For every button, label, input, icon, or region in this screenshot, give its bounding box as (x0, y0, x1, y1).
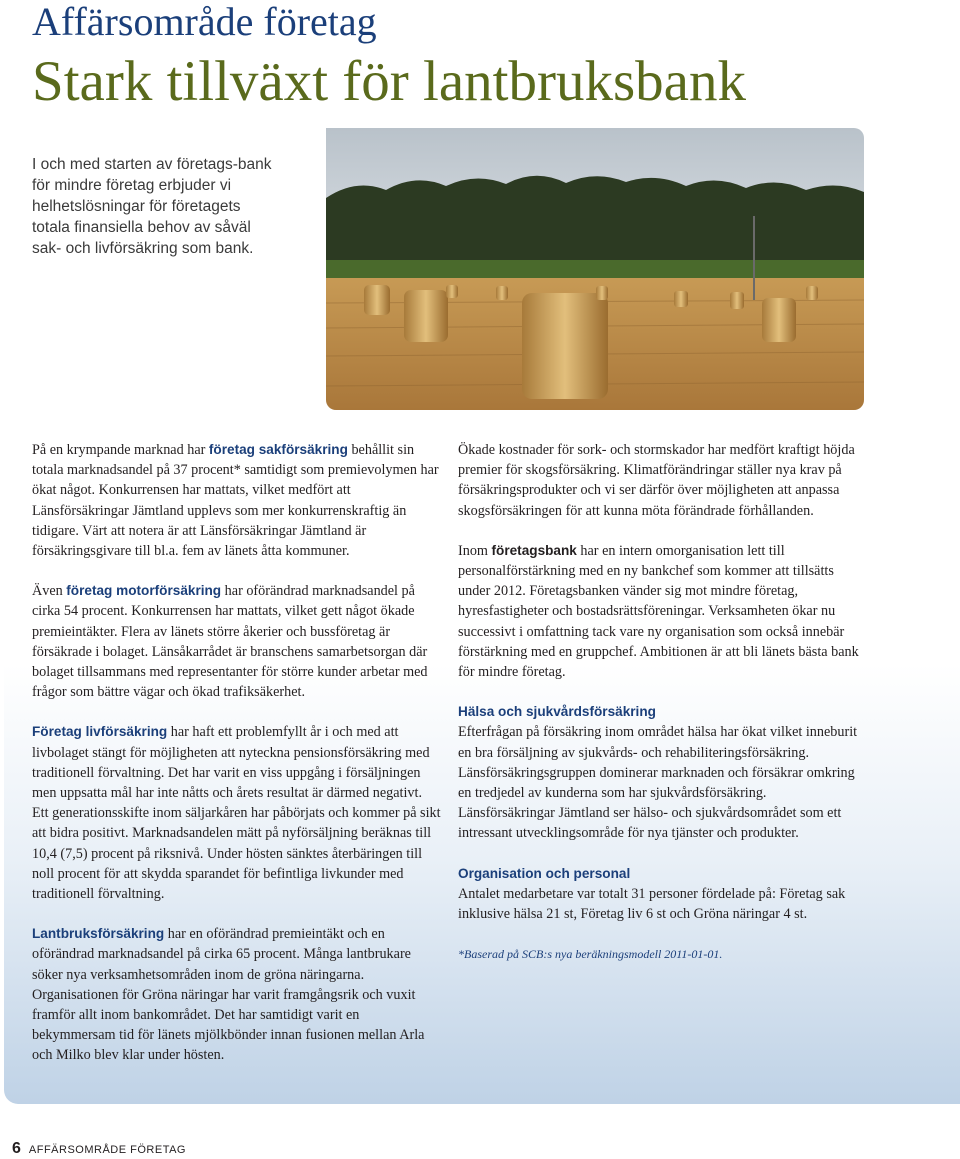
keyword: företag sakförsäkring (208, 442, 348, 457)
keyword: företag motorförsäkring (66, 583, 222, 599)
left-column (32, 440, 442, 1086)
page-footer (12, 1140, 186, 1158)
right-column (458, 440, 860, 964)
paragraph-foretagsbank: Inom företagsbank har en intern omorganisation lett till personalförstärkning med en ny bankchef som kommer att tillsätts under 2012. Företagsbanken vänder sig mot mindre företag, hyresfastigheter och bostadsrättsföreningar. Verksamheten ökar nu successivt i omfattning tack vare ny organisation som också innebär förstärkning med en gruppchef. Ambitionen är att bli länets bästa bank för mindre företag. (458, 542, 859, 681)
section-halsa-sjukvard: Hälsa och sjukvårdsförsäkring Efterfrågan på försäkring inom området hälsa har ökat vilket inneburit en bra försäljning av sjukvårds- och rehabiliteringsförsäkring. Länsförsäkringsgruppen dominerar marknaden och försäkrar omkring en tredjedel av kunderna som har sjukvårdsförsäkring. Länsförsäkringar Jämtland ser hälso- och sjukvårdsområdet som ett intressant utvecklingsområde för nya tjänster och produkter. (458, 702, 860, 843)
footer-label: AFFÄRSOMRÅDE FÖRETAG (28, 1144, 186, 1156)
paragraph-lantbruksforsakring: Lantbruksförsäkring har en oförändrad premieintäkt och en oförändrad marknadsandel på cirka 65 procent. Många lantbrukare söker nya verksamhetsområden inom de gröna näringarna. Organisationen för Gröna näringar har varit framgångsrik och vuxit framför allt inom bankområdet. Det har samtidigt varit en bekymmersam tid för länets mjölkbönder innan fusionen mellan Arla och Milko blev klar under hösten. (32, 926, 425, 1064)
subheading: Hälsa och sjukvårdsförsäkring (458, 704, 656, 720)
subheading: Organisation och personal (458, 865, 631, 881)
section-title: Affärsområde företag (32, 0, 377, 44)
keyword: företagsbank (491, 542, 577, 558)
paragraph-skogsforsakring: Ökade kostnader för sork- och stormskador har medfört kraftigt höjda premier för skogsförsäkring. Klimatförändringar ställer nya krav på försäkringsprodukter och vi ser därför över möjligheten att anpassa skogsförsäkringen för att kunna möta förändrade förhållanden. (458, 442, 855, 519)
keyword: Lantbruksförsäkring (32, 926, 165, 942)
intro-text: I och med starten av företags-bank för mindre företag erbjuder vi helhetslösningar för företagets totala finansiella behov av såväl sak- och livförsäkring som bank. (32, 156, 272, 257)
keyword: Företag livförsäkring (32, 724, 168, 740)
section-organisation-personal: Organisation och personal Antalet medarbetare var totalt 31 personer fördelade på: Företag sak inklusive hälsa 21 st, Företag liv 6 st och Gröna näringar 4 st. (458, 864, 860, 925)
paragraph-foretag-sakforsakring: På en krympande marknad har företag sakförsäkring behållit sin totala marknadsandel på 37 procent* samtidigt som premievolymen har ökat något. Konkurrensen har mattats, vilket medfört att Länsförsäkringar Jämtland upplevs som mer konkurrenskraftig än tidigare. Värt att notera är att Länsförsäkringar Jämtland är försäkringsgivare till bl.a. fem av länets åtta kommuner. (32, 442, 439, 560)
footnote: *Baserad på SCB:s nya beräkningsmodell 2011-01-01. (458, 947, 723, 962)
page-number: 6 (12, 1140, 21, 1157)
paragraph-foretag-livforsakring: Företag livförsäkring har haft ett problemfyllt år i och med att livbolaget stängt för möjligheten att nyteckna pensionsförsäkring med traditionell förvaltning. Det har varit en viss uppgång i försäljningen men uppsatta mål har inte nåtts och årets resultat är därmed negativt. Ett generationsskifte inom säljarkåren har påbörjats och kommer på sikt att bidra positivt. Marknadsandelen mätt på nyförsäljning beräknas till 10,4 (7,5) procent på riksnivå. Under hösten sänktes återbäringen till noll procent för att skydda sparandet för befintliga livkunder med traditionell förvaltning. (32, 724, 441, 903)
paragraph-foretag-motorforsakring: Även företag motorförsäkring har oförändrad marknadsandel på cirka 54 procent. Konkurrensen har mattats, vilket gett något ökade premieintäkter. Flera av länets större åkerier och bussföretag är försäkrade i bolaget. Länsåkarrådet är branschens samarbetsorgan där bolaget tillsammans med representanter för större kunder arbetar med frågor som bättre vägar och ökad trafiksäkerhet. (32, 583, 428, 701)
hay-bales-field-photo (326, 128, 864, 410)
page-title: Stark tillväxt för lantbruksbank (32, 50, 746, 113)
